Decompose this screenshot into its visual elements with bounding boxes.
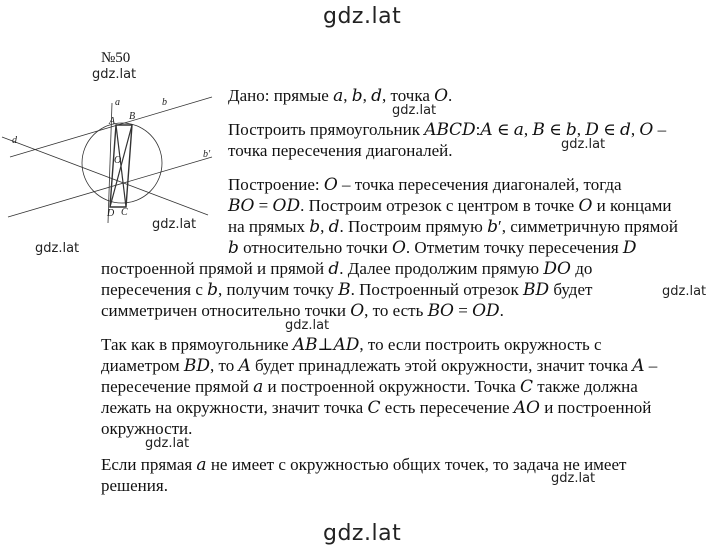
text-line: построенной прямой и прямой 𝑑. Далее продолжим прямую 𝐷𝑂 до	[101, 259, 593, 278]
watermark: gdz.lat	[152, 217, 197, 232]
text-line: точка пересечения диагоналей.	[228, 141, 453, 160]
label-point-c: C	[121, 207, 128, 218]
label-point-b: B	[129, 111, 136, 122]
text-line: пересечения с 𝑏, получим точку 𝐵. Построенный отрезок 𝐵𝐷 будет	[101, 280, 593, 299]
text-line: лежать на окружности, значит точка 𝐶 есть пересечение 𝐴𝑂 и построенной	[101, 398, 652, 417]
text-line: Построить прямоугольник 𝐴𝐵𝐶𝐷:𝐴 ∈ 𝑎, 𝐵 ∈ 𝑏, 𝐷 ∈ 𝑑, 𝑂 –	[228, 120, 667, 139]
watermark: gdz.lat	[35, 241, 80, 256]
text-line: Так как в прямоугольнике 𝐴𝐵⊥𝐴𝐷, то если построить окружность с	[101, 335, 602, 354]
text-line: решения.	[101, 476, 168, 495]
footer-watermark: gdz.lat	[323, 521, 402, 546]
watermark: gdz.lat	[92, 67, 137, 82]
watermark: gdz.lat	[285, 318, 330, 333]
watermark: gdz.lat	[392, 103, 437, 118]
text-line: на прямых 𝑏, 𝑑. Построим прямую 𝑏′, симметричную прямой	[228, 217, 679, 236]
label-b: b	[162, 97, 167, 108]
label-point-o: O	[114, 155, 122, 166]
line-d	[2, 137, 208, 215]
label-point-d: D	[107, 208, 115, 219]
watermark: gdz.lat	[662, 284, 707, 299]
text-line: 𝑏 относительно точки 𝑂. Отметим точку пересечения 𝐷	[228, 238, 637, 257]
watermark: gdz.lat	[561, 137, 606, 152]
label-a: a	[115, 97, 120, 108]
text-line: 𝐵𝑂 = 𝑂𝐷. Построим отрезок с центром в точке 𝑂 и концами	[228, 196, 672, 215]
geometry-figure	[0, 95, 222, 230]
label-b-prime: b'	[203, 149, 211, 160]
text-line: окружности.	[101, 419, 193, 438]
label-d: d	[12, 135, 17, 146]
watermark: gdz.lat	[145, 436, 190, 451]
text-line: Дано: прямые 𝑎, 𝑏, 𝑑, точка 𝑂.	[228, 86, 453, 105]
text-line: пересечение прямой 𝑎 и построенной окружности. Точка 𝐶 также должна	[101, 377, 638, 396]
problem-number: №50	[101, 50, 131, 66]
label-point-a: A	[109, 116, 116, 127]
header-watermark: gdz.lat	[323, 4, 402, 29]
text-line: диаметром 𝐵𝐷, то 𝐴 будет принадлежать этой окружности, значит точка 𝐴 –	[101, 356, 658, 375]
text-line: симметричен относительно точки 𝑂, то есть 𝐵𝑂 = 𝑂𝐷.	[101, 301, 504, 320]
watermark: gdz.lat	[551, 471, 596, 486]
diagonal-ac	[116, 125, 126, 207]
text-line: Если прямая 𝑎 не имеет с окружностью общих точек, то задача не имеет	[101, 455, 627, 474]
text-line: Построение: 𝑂 – точка пересечения диагоналей, тогда	[228, 175, 622, 194]
